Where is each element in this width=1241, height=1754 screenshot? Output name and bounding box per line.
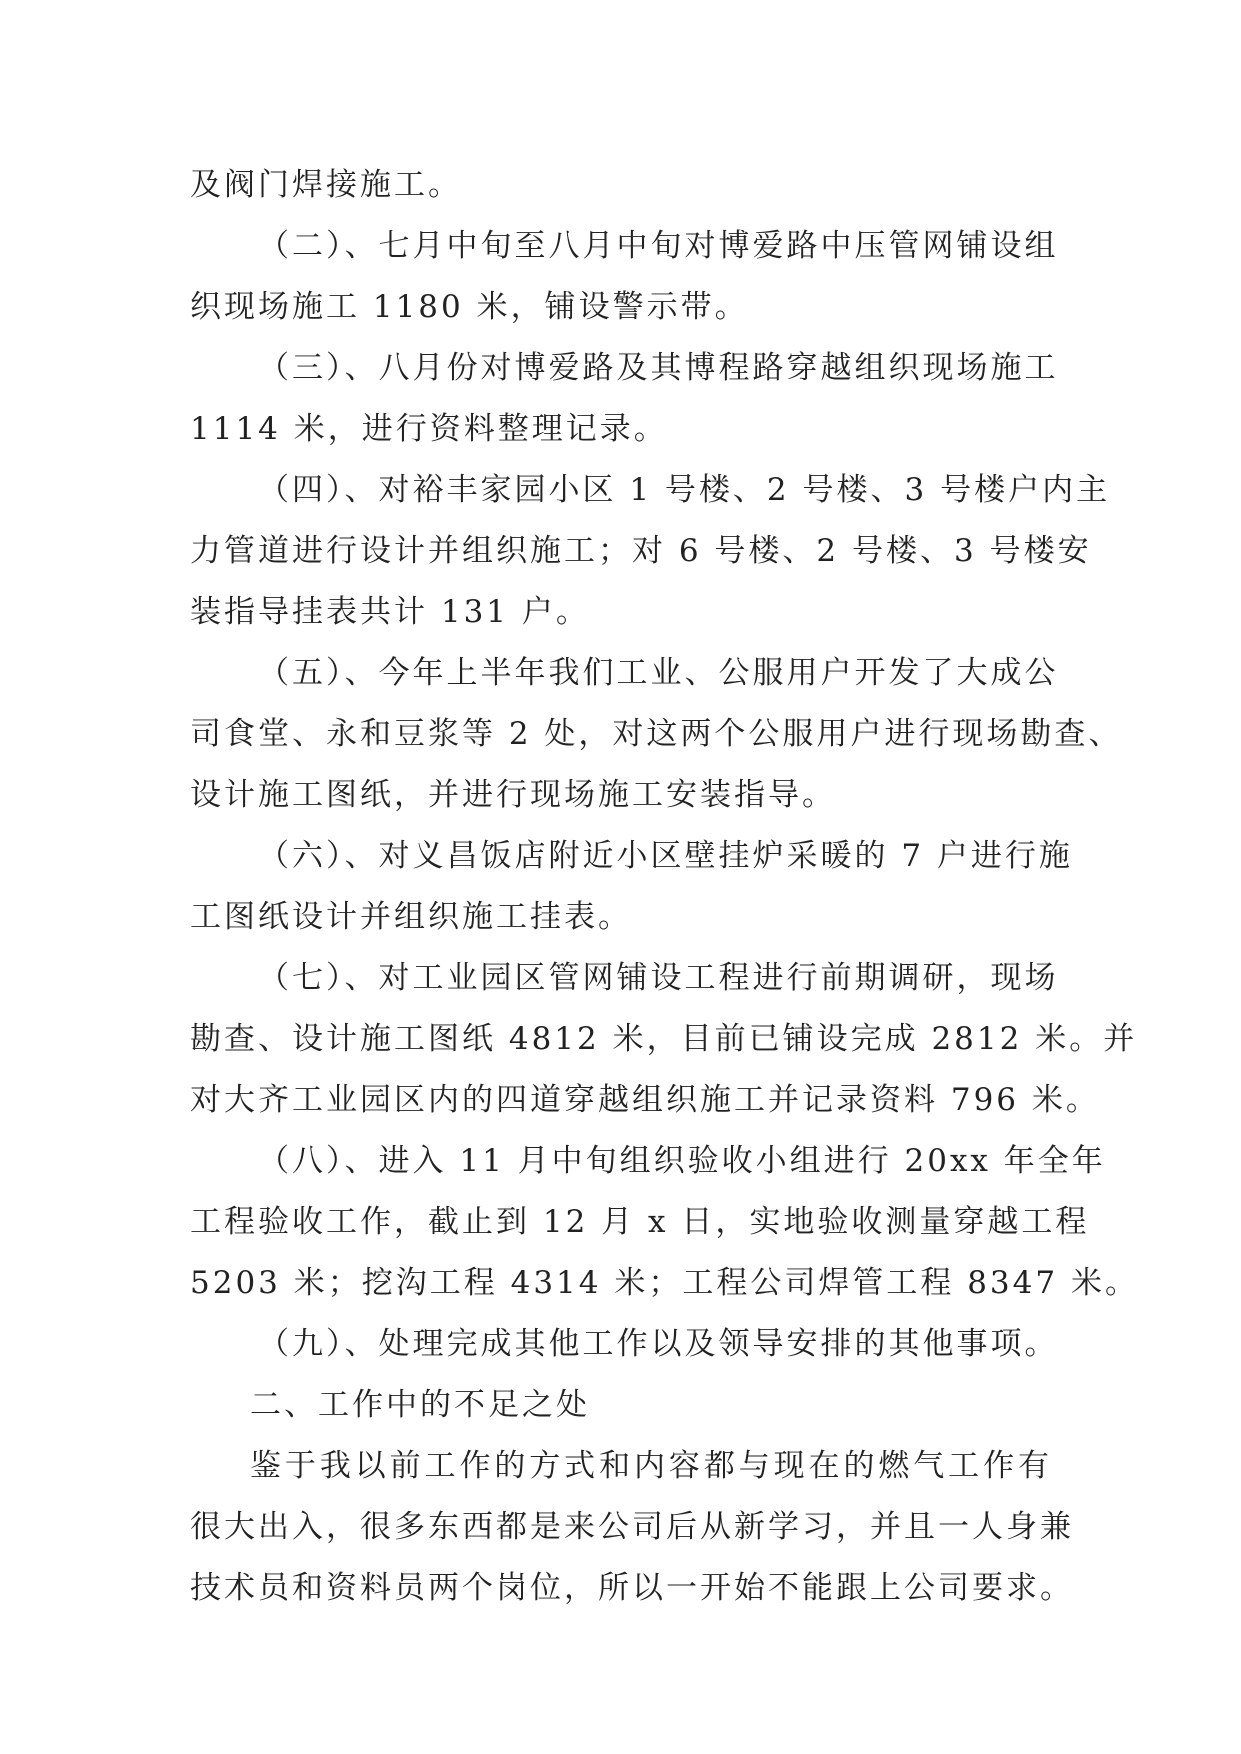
text-line: （四）、对裕丰家园小区 1 号楼、2 号楼、3 号楼户内主 [258,472,1111,508]
text-line: 及阀门焊接施工。 [190,167,462,203]
text-line: （九）、处理完成其他工作以及领导安排的其他事项。 [258,1326,1059,1362]
text-line: 5203 米；挖沟工程 4314 米；工程公司焊管工程 8347 米。 [190,1265,1139,1301]
text-line: 勘查、设计施工图纸 4812 米，目前已铺设完成 2812 米。并 [190,1021,1138,1057]
text-line: 鉴于我以前工作的方式和内容都与现在的燃气工作有 [250,1448,1052,1484]
section-heading: 二、工作中的不足之处 [250,1387,590,1423]
document-body [190,155,1139,1619]
text-line: 技术员和资料员两个岗位，所以一开始不能跟上公司要求。 [190,1570,1074,1606]
text-line: 力管道进行设计并组织施工；对 6 号楼、2 号楼、3 号楼安 [190,533,1092,569]
text-line: （五）、今年上半年我们工业、公服用户开发了大成公 [258,655,1059,691]
text-line: 装指导挂表共计 131 户。 [190,594,590,630]
text-line: 织现场施工 1180 米，铺设警示带。 [190,289,749,325]
text-line: 对大齐工业园区内的四道穿越组织施工并记录资料 796 米。 [190,1082,1100,1118]
text-line: 1114 米，进行资料整理记录。 [190,411,668,447]
text-line: （七）、对工业园区管网铺设工程进行前期调研，现场 [258,960,1059,996]
text-line: （三）、八月份对博爱路及其博程路穿越组织现场施工 [258,350,1059,386]
text-line: （二）、七月中旬至八月中旬对博爱路中压管网铺设组 [258,228,1059,264]
text-line: （六）、对义昌饭店附近小区壁挂炉采暖的 7 户进行施 [258,838,1073,874]
text-line: 工程验收工作，截止到 12 月 x 日，实地验收测量穿越工程 [190,1204,1090,1240]
text-line: 设计施工图纸，并进行现场施工安装指导。 [190,777,836,813]
text-line: 很大出入，很多东西都是来公司后从新学习，并且一人身兼 [190,1509,1074,1545]
text-line: 司食堂、永和豆浆等 2 处，对这两个公服用户进行现场勘查、 [190,716,1123,752]
text-line: 工图纸设计并组织施工挂表。 [190,899,632,935]
text-line: （八）、进入 11 月中旬组织验收小组进行 20xx 年全年 [258,1143,1106,1179]
